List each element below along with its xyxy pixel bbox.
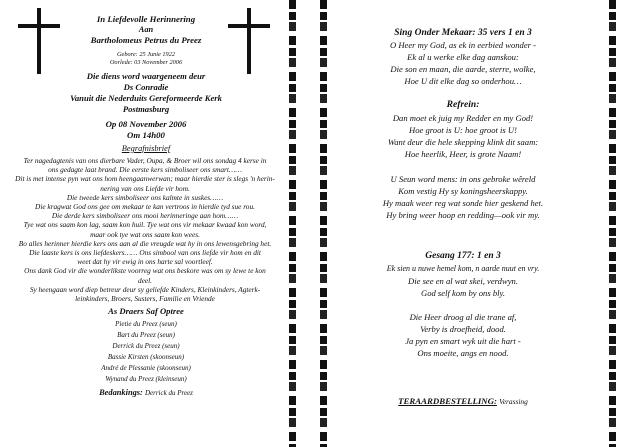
service-date: Op 08 November 2006 xyxy=(105,119,187,129)
hymn-line: Hoe U dit elke dag so onderhou… xyxy=(404,76,522,86)
bearers-heading: As Draers Saf Optree xyxy=(108,306,184,316)
hymn-line: Kom vestig Hy sy koningsheerskappy. xyxy=(398,186,528,196)
hymn-line: Hy maak weer reg wat sonde hier geskend het. xyxy=(382,198,544,208)
deceased-name: Bartholomeus Petrus du Preez xyxy=(90,35,202,45)
letter-line: Die kragwat God ons gee om mekaar te kan vertroos in hierdie tyd sue rou. xyxy=(35,202,255,212)
letter-line: Dit is met intense pyn wat ons hom heengaanwerwan; maar hierdie ster is slegs 'n herin- xyxy=(15,174,275,184)
hymn-line: Hy bring weer hoop en redding—ook vir my. xyxy=(386,210,540,220)
bearer-name: Wynand du Preez (kleinseun) xyxy=(105,375,187,383)
memorial-letter xyxy=(10,156,280,303)
burial-label: TERAARDBESTELLING: xyxy=(398,396,497,406)
letter-line: deel. xyxy=(138,275,152,285)
letter-line: Ter nagedagtenis van ons dierbare Vader, Oupa, & Broer wil ons sondag 4 kerse in xyxy=(23,156,267,165)
bearer-name: Bassie Kirsten (skoonseun) xyxy=(107,353,185,361)
left-page xyxy=(0,0,300,447)
refrain-line: Hoe groot is U: hoe groot is U! xyxy=(409,125,517,135)
bearer-name: Pietie du Preez (seun) xyxy=(115,320,177,328)
minister-name: Ds Conradie xyxy=(123,82,169,92)
letter-line: Bo alles herinner hierdie kers ons aan al die vreugde wat hy in ons lewensgebring het. xyxy=(18,238,272,248)
service-line: Die diens word waargeneem deur xyxy=(86,71,206,81)
refrain-line: Dan moet ek juig my Redder en my God! xyxy=(392,113,534,123)
letter-line: weet dat hy vir ewig in ons harte sal voortleef. xyxy=(77,257,213,267)
right-page xyxy=(318,0,618,447)
letter-line: Ons dank God vir die wonderlikste voorreg wat ons beskore was om sy lewe te kon xyxy=(24,266,266,276)
page-gutter xyxy=(300,0,318,447)
letter-line: Die derde kers simboliseer ons mooi herinneringe aan hom…… xyxy=(51,211,239,221)
birth-date: Gebore: 25 Junie 1922 xyxy=(117,51,175,58)
letter-line: Die tweede kers simboliseer ons kalmte in suskes…… xyxy=(66,192,224,202)
bearer-name: Derrick du Preez (seun) xyxy=(112,342,180,350)
hymn-line: Verby is droefheid, dood. xyxy=(420,324,506,334)
letter-line: ons gedagte laat brand. Die eerste kers simboliseer ons smart…… xyxy=(48,165,242,175)
hymn-line: Ek sien u nuwe hemel kom, n aarde nuut en vry. xyxy=(386,264,540,273)
hymn-line: Ja pyn en smart wyk uit die hart - xyxy=(405,336,521,346)
letter-line: Die laaste kers is ons liefdeskers…… Ons simbool van ons liefde vir hom en dit xyxy=(29,248,261,258)
bearers-list xyxy=(0,319,292,385)
torn-edge-decoration xyxy=(609,0,616,447)
refrain-title: Refrein: xyxy=(446,100,480,110)
memorial-heading-aan: Aan xyxy=(138,25,154,34)
death-date: Oorlede: 03 November 2006 xyxy=(109,59,183,66)
town-name: Postmasburg xyxy=(122,104,170,114)
thanks-label: Bedankings: xyxy=(99,388,143,397)
hymn-line: Die see en al wat skei, verdwyn. xyxy=(408,276,518,286)
refrain-line: Hoe heerlik, Heer, is grote Naam! xyxy=(404,149,522,159)
memorial-heading: In Liefdevolle Herinnering xyxy=(96,14,196,24)
hymn-line: Ek al u werke elke dag aanskou: xyxy=(407,52,519,62)
hymn-line: God self kom by ons bly. xyxy=(420,288,505,298)
letter-line: leinkinders, Broers, Susters, Familie en Vriende xyxy=(75,294,215,304)
thanks-value: Derrick du Preez xyxy=(144,389,193,397)
hymn-line: U Seun word mens: in ons gebroke wêreld xyxy=(390,174,536,184)
hymn-2-title: Gesang 177: 1 en 3 xyxy=(425,251,501,261)
burial-line xyxy=(318,396,608,406)
hymn-line: Ons moeite, angs en nood. xyxy=(417,348,509,358)
letter-line: nering van ons Liefde vir hom. xyxy=(100,183,190,193)
bearer-name: André de Plessanie (skoonseun) xyxy=(101,364,191,372)
hymn-1-title: Sing Onder Mekaar: 35 vers 1 en 3 xyxy=(394,28,532,38)
thanks-line xyxy=(0,388,292,397)
church-name: Vanuit die Nederduits Gereformeerde Kerk xyxy=(70,93,222,103)
letter-line: Sy heengaan word diep betreur deur sy geliefde Kinders, Kleinkinders, Agterk- xyxy=(29,284,261,294)
service-time: Om 14h00 xyxy=(127,130,165,140)
refrain-line: Want deur die hele skepping klink dit saam: xyxy=(387,137,539,147)
burial-value: Verassing xyxy=(499,397,528,406)
letter-line: maar ook tye wat ons saam kon wees. xyxy=(90,229,200,239)
hymn-line: O Heer my God, as ek in eerbied wonder - xyxy=(389,40,537,50)
hymn-line: Die son en maan, die aarde, sterre, wolke, xyxy=(390,64,536,74)
letter-heading: Begrafnisbrief xyxy=(121,144,171,153)
bearer-name: Bart du Preez (seun) xyxy=(117,331,175,339)
letter-line: Tye wat ons saam kon lag, saam kon huil. Tye wat ons vir mekaar kwaad kon word, xyxy=(23,220,267,230)
hymn-line: Die Heer droog al die trane af, xyxy=(409,312,517,322)
